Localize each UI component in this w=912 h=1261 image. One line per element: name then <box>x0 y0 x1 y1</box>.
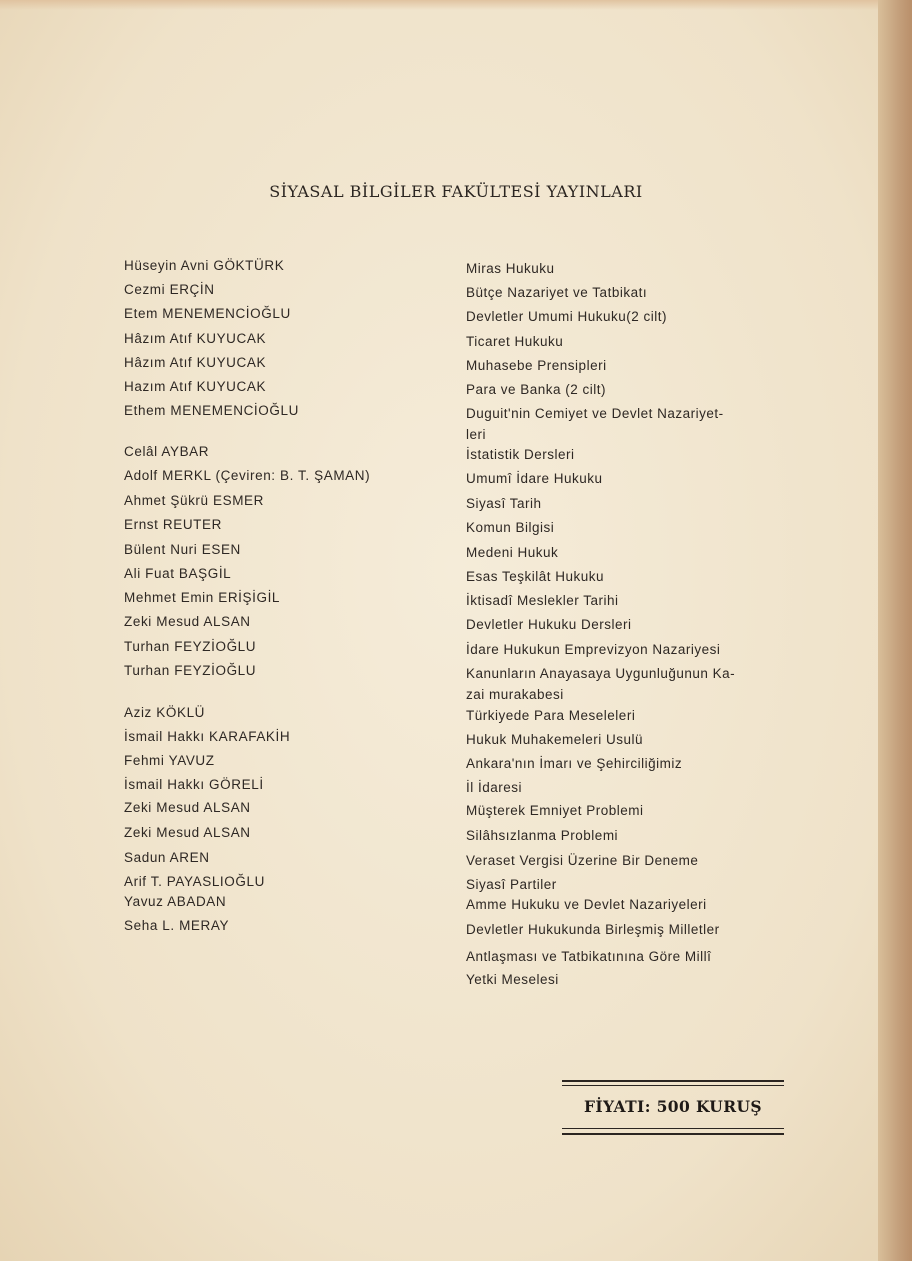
book-title: Komun Bilgisi <box>466 520 555 535</box>
list-item <box>0 705 880 725</box>
author-name: Sadun AREN <box>124 850 210 865</box>
book-title <box>466 918 811 991</box>
price-rule-top <box>562 1080 784 1082</box>
list-item <box>0 874 880 894</box>
book-title: Ankara'nın İmarı ve Şehirciliğimiz <box>466 756 683 771</box>
list-item <box>0 542 880 562</box>
author-name: Mehmet Emin ERİŞİGİL <box>124 590 281 605</box>
book-title: Hukuk Muhakemeleri Usulü <box>466 732 644 747</box>
book-title: Miras Hukuku <box>466 261 555 276</box>
author-name: Arif T. PAYASLIOĞLU <box>124 874 265 889</box>
author-name: Adolf MERKL (Çeviren: B. T. ŞAMAN) <box>124 468 371 483</box>
author-name: Ahmet Şükrü ESMER <box>124 493 264 508</box>
book-title-line: Yetki Meselesi <box>466 972 559 987</box>
author-name: Ethem MENEMENCİOĞLU <box>124 403 299 418</box>
price-rule-top-thin <box>562 1085 784 1086</box>
author-name: Celâl AYBAR <box>124 444 210 459</box>
book-title: Medeni Hukuk <box>466 545 559 560</box>
book-title: Müşterek Emniyet Problemi <box>466 803 644 818</box>
author-name: İsmail Hakkı GÖRELİ <box>124 777 264 792</box>
author-name: Bülent Nuri ESEN <box>124 542 241 557</box>
list-item <box>0 663 880 702</box>
list-item <box>0 379 880 399</box>
book-title-line: Antlaşması ve Tatbikatınına Göre Millî <box>466 949 712 964</box>
list-item <box>0 753 880 773</box>
book-title: Devletler Hukuku Dersleri <box>466 617 632 632</box>
book-title-line: zai murakabesi <box>466 687 564 702</box>
book-title: Türkiyede Para Meseleleri <box>466 708 636 723</box>
list-item <box>0 282 880 302</box>
list-item <box>0 729 880 749</box>
book-title <box>466 403 811 445</box>
book-title: Umumî İdare Hukuku <box>466 471 603 486</box>
list-item <box>0 444 880 464</box>
author-name: Hüseyin Avni GÖKTÜRK <box>124 258 285 273</box>
price-rule-bottom-thin <box>562 1128 784 1129</box>
list-item <box>0 468 880 488</box>
author-name: Turhan FEYZİOĞLU <box>124 663 257 678</box>
book-title: Siyasî Partiler <box>466 877 557 892</box>
page-top-edge <box>0 0 912 10</box>
list-item <box>0 639 880 659</box>
author-name: İsmail Hakkı KARAFAKİH <box>124 729 291 744</box>
book-title: Para ve Banka (2 cilt) <box>466 382 607 397</box>
list-item <box>0 825 880 845</box>
author-name: Ernst REUTER <box>124 517 222 532</box>
list-item <box>0 566 880 586</box>
book-title: İstatistik Dersleri <box>466 447 575 462</box>
author-name: Turhan FEYZİOĞLU <box>124 639 257 654</box>
book-title: Muhasebe Prensipleri <box>466 358 607 373</box>
author-name: Ali Fuat BAŞGİL <box>124 566 232 581</box>
book-title-line: Kanunların Anayasaya Uygunluğunun Ka- <box>466 666 736 681</box>
author-name: Aziz KÖKLÜ <box>124 705 206 720</box>
list-item <box>0 355 880 375</box>
list-item <box>0 306 880 326</box>
book-title: Devletler Umumi Hukuku(2 cilt) <box>466 309 668 324</box>
book-title-line: Duguit'nin Cemiyet ve Devlet Nazariyet- <box>466 406 724 421</box>
author-name: Zeki Mesud ALSAN <box>124 800 251 815</box>
book-title: İktisadî Meslekler Tarihi <box>466 593 619 608</box>
book-title: İdare Hukukun Emprevizyon Nazariyesi <box>466 642 721 657</box>
author-name: Yavuz ABADAN <box>124 894 227 909</box>
author-name: Etem MENEMENCİOĞLU <box>124 306 291 321</box>
author-name: Fehmi YAVUZ <box>124 753 215 768</box>
author-name: Hâzım Atıf KUYUCAK <box>124 331 267 346</box>
author-name: Zeki Mesud ALSAN <box>124 614 251 629</box>
price-box <box>562 1080 784 1158</box>
book-title: Siyasî Tarih <box>466 496 542 511</box>
book-title: Amme Hukuku ve Devlet Nazariyeleri <box>466 897 707 912</box>
book-title: Ticaret Hukuku <box>466 334 564 349</box>
price-rule-bottom <box>562 1133 784 1135</box>
list-item <box>0 517 880 537</box>
book-title: Bütçe Nazariyet ve Tatbikatı <box>466 285 648 300</box>
list-item <box>0 590 880 610</box>
list-item <box>0 918 880 987</box>
book-title <box>466 663 811 705</box>
book-title: İl İdaresi <box>466 780 523 795</box>
author-name: Zeki Mesud ALSAN <box>124 825 251 840</box>
book-title-line: leri <box>466 427 487 442</box>
list-item <box>0 258 880 278</box>
book-title: Silâhsızlanma Problemi <box>466 828 619 843</box>
list-item <box>0 403 880 442</box>
author-name: Seha L. MERAY <box>124 918 230 933</box>
price-label: FİYATI: 500 KURUŞ <box>584 1097 762 1116</box>
author-name: Hazım Atıf KUYUCAK <box>124 379 267 394</box>
book-title-line: Devletler Hukukunda Birleşmiş Milletler <box>466 922 720 937</box>
list-item <box>0 850 880 870</box>
list-item <box>0 331 880 351</box>
list-item <box>0 894 880 914</box>
list-item <box>0 614 880 634</box>
book-title: Esas Teşkilât Hukuku <box>466 569 605 584</box>
book-title: Veraset Vergisi Üzerine Bir Deneme <box>466 853 699 868</box>
list-item <box>0 777 880 797</box>
list-item <box>0 493 880 513</box>
author-name: Cezmi ERÇİN <box>124 282 215 297</box>
publications-heading: SİYASAL BİLGİLER FAKÜLTESİ YAYINLARI <box>269 182 643 201</box>
list-item <box>0 800 880 820</box>
author-name: Hâzım Atıf KUYUCAK <box>124 355 267 370</box>
